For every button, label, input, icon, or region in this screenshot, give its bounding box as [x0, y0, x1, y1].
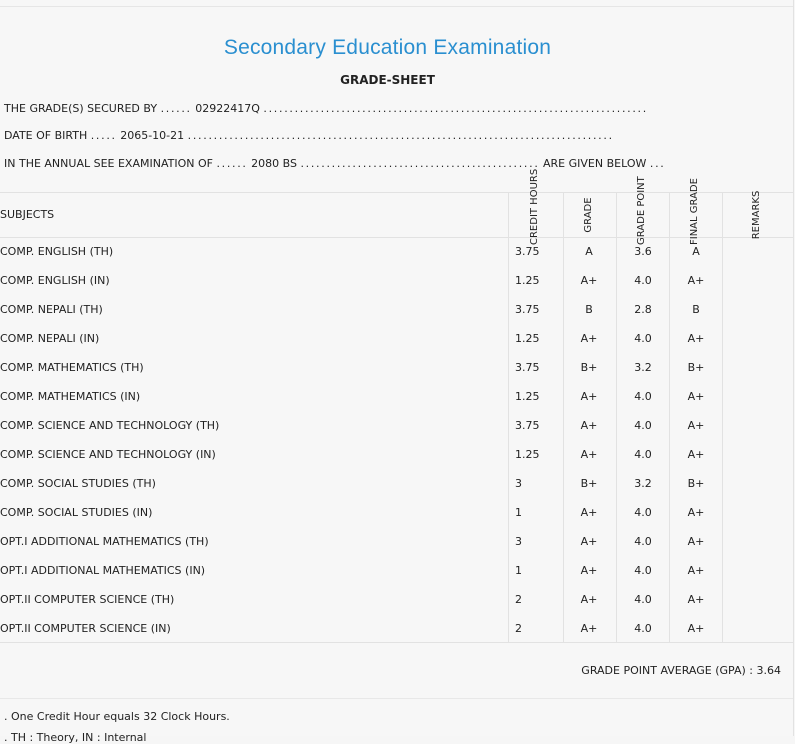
- note-credit-hour: . One Credit Hour equals 32 Clock Hours.: [4, 710, 230, 723]
- final-grade-cell: A+: [687, 593, 705, 606]
- table-top-rule: [0, 192, 793, 193]
- symbol-number: 02922417Q: [195, 102, 260, 115]
- table-row: [0, 266, 793, 295]
- grade-cell: A+: [580, 419, 598, 432]
- gpa-rule: [0, 698, 793, 699]
- table-row: [0, 382, 793, 411]
- final-grade-cell: A+: [687, 419, 705, 432]
- table-row: [0, 527, 793, 556]
- subject-cell: COMP. SCIENCE AND TECHNOLOGY (IN): [0, 448, 216, 461]
- grade-point-cell: 4.0: [634, 593, 652, 606]
- grade-point-cell: 2.8: [634, 303, 652, 316]
- grade-cell: A+: [580, 564, 598, 577]
- page-title: Secondary Education Examination: [223, 36, 552, 59]
- grade-cell: A+: [580, 506, 598, 519]
- credit-hours-cell: 1.25: [515, 448, 540, 461]
- credit-hours-cell: 2: [515, 593, 522, 606]
- subject-cell: COMP. SCIENCE AND TECHNOLOGY (TH): [0, 419, 220, 432]
- grade-cell: A+: [580, 622, 598, 635]
- note-legend: . TH : Theory, IN : Internal: [4, 731, 147, 744]
- grade-cell: A+: [580, 535, 598, 548]
- credit-hours-cell: 3.75: [515, 361, 540, 374]
- subject-cell: COMP. SOCIAL STUDIES (TH): [0, 477, 156, 490]
- grade-point-cell: 4.0: [634, 390, 652, 403]
- table-row: [0, 614, 793, 643]
- subject-cell: OPT.II COMPUTER SCIENCE (TH): [0, 593, 175, 606]
- table-row: [0, 411, 793, 440]
- final-grade-cell: A+: [687, 448, 705, 461]
- grade-header: GRADE: [583, 197, 594, 233]
- credit-hours-cell: 1.25: [515, 390, 540, 403]
- table-row: [0, 498, 793, 527]
- credit-hours-cell: 3.75: [515, 419, 540, 432]
- grade-cell: A+: [580, 448, 598, 461]
- subject-cell: COMP. ENGLISH (TH): [0, 245, 114, 258]
- gpa-label: GRADE POINT AVERAGE (GPA) :: [581, 664, 753, 677]
- gpa-value: 3.64: [756, 664, 781, 677]
- subject-cell: OPT.I ADDITIONAL MATHEMATICS (IN): [0, 564, 206, 577]
- credit-hours-cell: 2: [515, 622, 522, 635]
- subject-cell: OPT.I ADDITIONAL MATHEMATICS (TH): [0, 535, 209, 548]
- final-grade-cell: B+: [687, 477, 705, 490]
- credit-hours-cell: 3.75: [515, 303, 540, 316]
- grade-point-cell: 4.0: [634, 535, 652, 548]
- subject-cell: COMP. ENGLISH (IN): [0, 274, 110, 287]
- credit-hours-cell: 3: [515, 477, 522, 490]
- secured-label: THE GRADE(S) SECURED BY: [4, 102, 158, 115]
- grade-point-cell: 4.0: [634, 448, 652, 461]
- grade-cell: B+: [580, 361, 598, 374]
- subject-cell: COMP. SOCIAL STUDIES (IN): [0, 506, 153, 519]
- grade-point-cell: 3.2: [634, 477, 652, 490]
- grade-cell: A: [585, 245, 593, 258]
- secured-by-line: THE GRADE(S) SECURED BY ...... 02922417Q ..........................................................................: [4, 102, 648, 115]
- subjects-header: SUBJECTS: [0, 208, 55, 221]
- grade-point-cell: 4.0: [634, 564, 652, 577]
- final-grade-cell: A+: [687, 390, 705, 403]
- exam-label: IN THE ANNUAL SEE EXAMINATION OF: [4, 157, 213, 170]
- credit-hours-cell: 3.75: [515, 245, 540, 258]
- table-row: [0, 353, 793, 382]
- remarks-header: REMARKS: [751, 190, 762, 240]
- grade-point-header: GRADE POINT: [636, 176, 647, 245]
- table-row: [0, 237, 793, 266]
- grade-cell: B+: [580, 477, 598, 490]
- table-row: [0, 324, 793, 353]
- subject-cell: COMP. NEPALI (IN): [0, 332, 100, 345]
- grade-point-cell: 4.0: [634, 274, 652, 287]
- final-grade-cell: B+: [687, 361, 705, 374]
- dob-value: 2065-10-21: [120, 129, 185, 142]
- grade-cell: A+: [580, 593, 598, 606]
- final-grade-cell: A+: [687, 274, 705, 287]
- grade-cell: A+: [580, 390, 598, 403]
- final-grade-cell: A+: [687, 622, 705, 635]
- sheet-subtitle: GRADE-SHEET: [340, 73, 435, 87]
- grade-point-cell: 4.0: [634, 332, 652, 345]
- credit-hours-cell: 1.25: [515, 332, 540, 345]
- final-grade-cell: A+: [687, 506, 705, 519]
- gpa-line: [581, 664, 781, 677]
- dob-label: DATE OF BIRTH: [4, 129, 88, 142]
- subject-cell: COMP. NEPALI (TH): [0, 303, 103, 316]
- final-grade-header: FINAL GRADE: [689, 178, 700, 245]
- table-row: [0, 585, 793, 614]
- credit-hours-header: CREDIT HOURS: [529, 168, 540, 245]
- given-below: ARE GIVEN BELOW: [543, 157, 647, 170]
- subject-cell: COMP. MATHEMATICS (TH): [0, 361, 144, 374]
- final-grade-cell: A+: [687, 332, 705, 345]
- table-row: [0, 295, 793, 324]
- dob-line: DATE OF BIRTH ..... 2065-10-21 ..................................................................................: [4, 129, 614, 142]
- exam-year: 2080 BS: [251, 157, 297, 170]
- exam-line: IN THE ANNUAL SEE EXAMINATION OF ...... 2080 BS .............................................. ARE GIVEN BELOW ...: [4, 157, 666, 170]
- final-grade-cell: A+: [687, 535, 705, 548]
- credit-hours-cell: 3: [515, 535, 522, 548]
- grade-cell: A+: [580, 274, 598, 287]
- top-rule: [0, 6, 793, 7]
- table-row: [0, 469, 793, 498]
- grade-point-cell: 4.0: [634, 622, 652, 635]
- subject-cell: COMP. MATHEMATICS (IN): [0, 390, 141, 403]
- grade-point-cell: 4.0: [634, 506, 652, 519]
- grade-cell: A+: [580, 332, 598, 345]
- credit-hours-cell: 1.25: [515, 274, 540, 287]
- credit-hours-cell: 1: [515, 506, 522, 519]
- final-grade-cell: B: [692, 303, 700, 316]
- table-row: [0, 440, 793, 469]
- subject-cell: OPT.II COMPUTER SCIENCE (IN): [0, 622, 171, 635]
- final-grade-cell: A: [692, 245, 700, 258]
- grade-point-cell: 3.2: [634, 361, 652, 374]
- grade-point-cell: 3.6: [634, 245, 652, 258]
- final-grade-cell: A+: [687, 564, 705, 577]
- grade-cell: B: [585, 303, 593, 316]
- credit-hours-cell: 1: [515, 564, 522, 577]
- table-row: [0, 556, 793, 585]
- grade-point-cell: 4.0: [634, 419, 652, 432]
